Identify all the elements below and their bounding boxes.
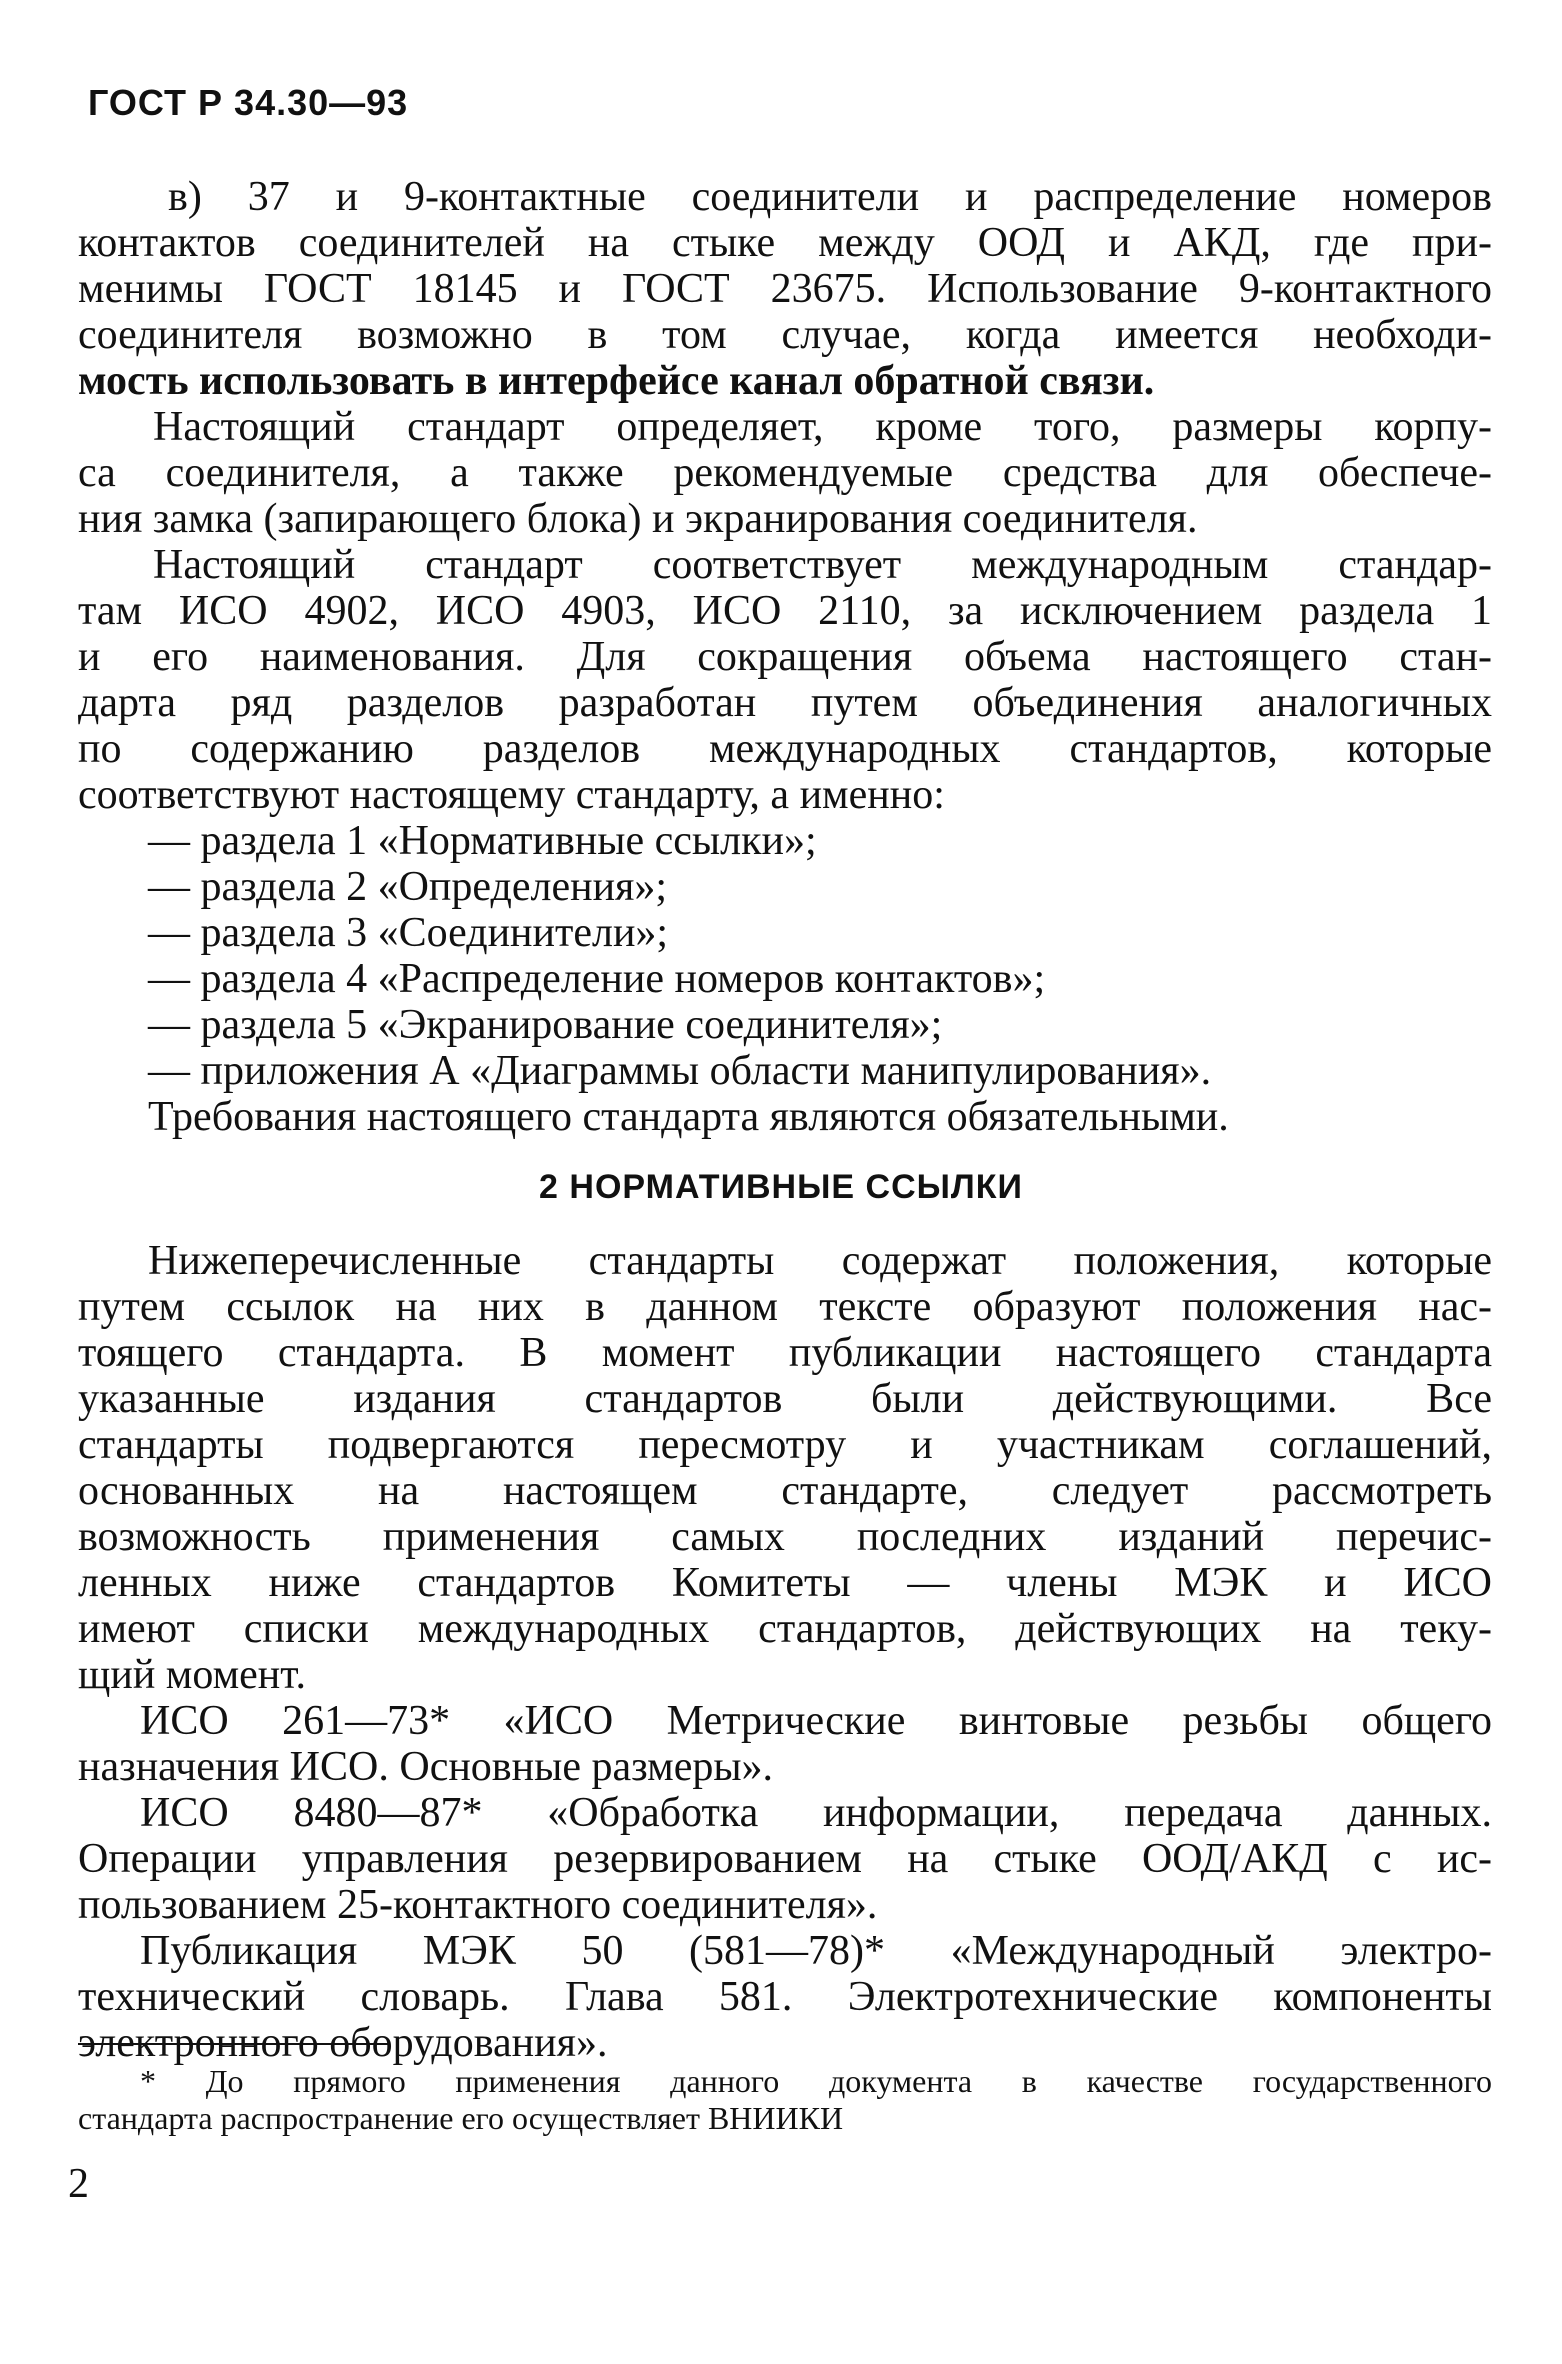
text-line: са соединителя, а также рекомендуемые средства для обеспече- (78, 450, 1492, 496)
text-line: путем ссылок на них в данном тексте образуют положения нас- (78, 1284, 1492, 1330)
text-line: стандарты подвергаются пересмотру и участникам соглашений, (78, 1422, 1492, 1468)
reference-line: пользованием 25-контактного соединителя». (78, 1882, 878, 1928)
reference-line: Публикация МЭК 50 (581—78)* «Международный электро- (140, 1928, 1492, 1974)
section-title: 2 НОРМАТИВНЫЕ ССЫЛКИ (539, 1168, 1023, 1206)
reference-line: назначения ИСО. Основные размеры». (78, 1744, 774, 1790)
list-item: — раздела 5 «Экранирование соединителя»; (148, 1002, 943, 1048)
text-line: тоящего стандарта. В момент публикации настоящего стандарта (78, 1330, 1492, 1376)
text-line: возможность применения самых последних изданий перечис- (78, 1514, 1492, 1560)
text-line: контактов соединителей на стыке между ООД и АКД, где при- (78, 220, 1492, 266)
text-line: менимы ГОСТ 18145 и ГОСТ 23675. Использование 9-контактного (78, 266, 1492, 312)
text-line: соединителя возможно в том случае, когда имеется необходи- (78, 312, 1492, 358)
text-line: мость использовать в интерфейсе канал обратной связи. (78, 358, 1155, 404)
text-line: ния замка (запирающего блока) и экранирования соединителя. (78, 496, 1198, 542)
text-line: Настоящий стандарт определяет, кроме того, размеры корпу- (153, 404, 1492, 450)
text-line: имеют списки международных стандартов, действующих на теку- (78, 1606, 1492, 1652)
list-item: — раздела 1 «Нормативные ссылки»; (148, 818, 817, 864)
list-item: — раздела 2 «Определения»; (148, 864, 668, 910)
reference-line: Операции управления резервированием на стыке ООД/АКД с ис- (78, 1836, 1492, 1882)
reference-line: электронного оборудования». (78, 2020, 608, 2066)
text-line: Нижеперечисленные стандарты содержат положения, которые (148, 1238, 1492, 1284)
footnote-line: * До прямого применения данного документа в качестве государственного (140, 2063, 1492, 2099)
reference-line: технический словарь. Глава 581. Электротехнические компоненты (78, 1974, 1492, 2020)
text-line: по содержанию разделов международных стандартов, которые (78, 726, 1492, 772)
doc-code-header: ГОСТ Р 34.30—93 (88, 82, 409, 123)
text-line: и его наименования. Для сокращения объема настоящего стан- (78, 634, 1492, 680)
reference-line: ИСО 8480—87* «Обработка информации, передача данных. (140, 1790, 1492, 1836)
text-line: в) 37 и 9-контактные соединители и распределение номеров (168, 174, 1492, 220)
page-number: 2 (68, 2161, 89, 2207)
text-line: основанных на настоящем стандарте, следует рассмотреть (78, 1468, 1492, 1514)
footnote-line: стандарта распространение его осуществляет ВНИИКИ (78, 2100, 844, 2136)
list-item: — раздела 4 «Распределение номеров контактов»; (148, 956, 1046, 1002)
reference-line: ИСО 261—73* «ИСО Метрические винтовые резьбы общего (140, 1698, 1492, 1744)
text-line: Настоящий стандарт соответствует международным стандар- (153, 542, 1492, 588)
text-line: там ИСО 4902, ИСО 4903, ИСО 2110, за исключением раздела 1 (78, 588, 1492, 634)
text-line: соответствуют настоящему стандарту, а именно: (78, 772, 945, 818)
list-item: — приложения А «Диаграммы области манипулирования». (148, 1048, 1212, 1094)
text-line: указанные издания стандартов были действующими. Все (78, 1376, 1492, 1422)
text-line: дарта ряд разделов разработан путем объединения аналогичных (78, 680, 1492, 726)
footnote-rule (78, 2043, 390, 2045)
text-line: щий момент. (78, 1652, 306, 1698)
text-line: ленных ниже стандартов Комитеты — члены МЭК и ИСО (78, 1560, 1492, 1606)
list-item: — раздела 3 «Соединители»; (148, 910, 669, 956)
text-line: Требования настоящего стандарта являются обязательными. (148, 1094, 1229, 1140)
